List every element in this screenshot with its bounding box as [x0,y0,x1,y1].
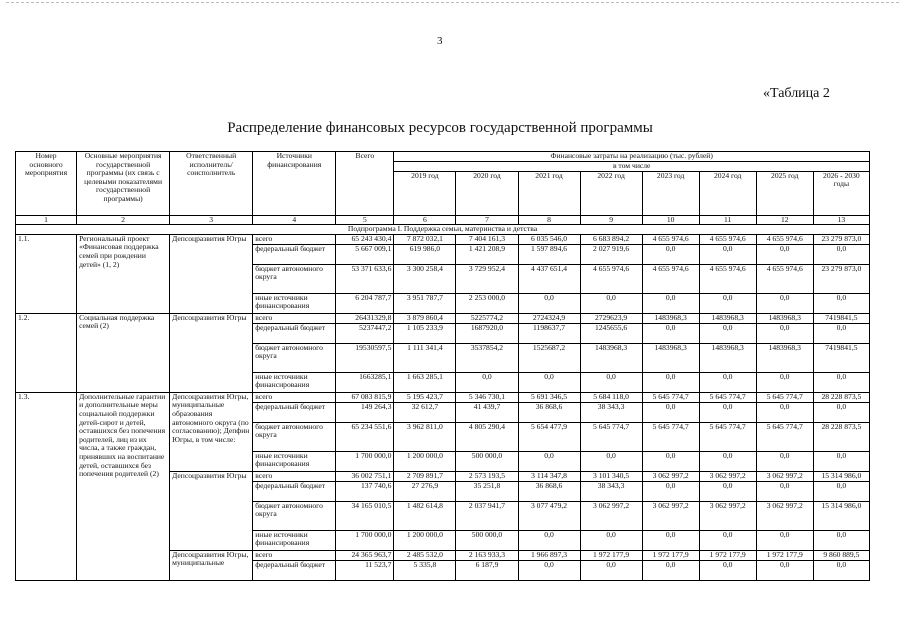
value-cell: 24 365 963,7 [336,550,394,560]
source-label: всего [253,392,336,402]
header-activities: Основные мероприятия государственной программы (их связь с целевыми показателями государственной программы) [77,152,170,216]
table-label: «Таблица 2 [763,86,830,101]
value-cell: 5 645 774,7 [642,422,699,451]
header-year: 2019 год [394,171,456,215]
activity-name: Региональный проект «Финансовая поддержка семей при рождении детей» (1, 2) [77,234,170,313]
value-cell: 4 655 974,6 [580,264,642,293]
activity-name: Дополнительные гарантии и дополнительные меры социальной поддержки детей-сирот и детей, оставшихся без попечения родителей, лиц из их числа, а также граждан, принявших на воспитание детей, оставшихся без попечения родителей (2) [77,392,170,580]
source-label: иные источники финансирования [253,293,336,313]
value-cell: 0,0 [642,560,699,580]
value-cell: 28 228 873,5 [813,422,869,451]
column-number: 6 [394,215,456,225]
header-year: 2024 год [699,171,756,215]
value-cell: 2 485 532,0 [394,550,456,560]
value-cell: 3 962 811,0 [394,422,456,451]
value-cell: 0,0 [813,402,869,422]
column-number: 1 [16,215,77,225]
value-cell: 2 573 193,5 [456,471,518,481]
value-cell: 0,0 [642,293,699,313]
value-cell: 67 083 815,9 [336,392,394,402]
column-number: 12 [756,215,813,225]
value-cell: 23 279 873,0 [813,234,869,244]
value-cell: 0,0 [756,560,813,580]
column-number: 2 [77,215,170,225]
value-cell: 5 645 774,7 [699,422,756,451]
activity-group [16,392,870,580]
column-number: 8 [518,215,580,225]
value-cell: 35 251,8 [456,481,518,501]
header-year: 2021 год [518,171,580,215]
value-cell: 1 966 897,3 [518,550,580,560]
value-cell: 0,0 [642,451,699,471]
header-year: 2023 год [642,171,699,215]
value-cell: 6 204 787,7 [336,293,394,313]
value-cell: 28 228 873,5 [813,392,869,402]
value-cell: 23 279 873,0 [813,264,869,293]
value-cell: 27 276,9 [394,481,456,501]
value-cell: 3 077 479,2 [518,501,580,530]
source-label: бюджет автономного округа [253,264,336,293]
value-cell: 5 645 774,7 [580,422,642,451]
value-cell: 65 243 430,4 [336,234,394,244]
value-cell: 5 346 730,1 [456,392,518,402]
value-cell: 0,0 [699,244,756,264]
value-cell: 500 000,0 [456,451,518,471]
value-cell: 3 114 347,8 [518,471,580,481]
value-cell: 0,0 [642,372,699,392]
value-cell: 3 062 997,2 [642,501,699,530]
value-cell: 0,0 [518,451,580,471]
value-cell: 1 700 000,0 [336,530,394,550]
value-cell: 1 105 233,9 [394,323,456,343]
value-cell: 15 314 986,0 [813,471,869,481]
header-year: 2020 год [456,171,518,215]
source-label: федеральный бюджет [253,560,336,580]
value-cell: 3 729 952,4 [456,264,518,293]
value-cell: 2 709 891,7 [394,471,456,481]
value-cell: 0,0 [756,372,813,392]
value-cell: 0,0 [642,481,699,501]
value-cell: 0,0 [813,244,869,264]
value-cell: 3 101 340,5 [580,471,642,481]
value-cell: 41 439,7 [456,402,518,422]
value-cell: 3 062 997,2 [642,471,699,481]
header-sources: Источники финансирования [253,152,336,216]
value-cell: 0,0 [518,530,580,550]
value-cell: 0,0 [756,451,813,471]
value-cell: 1 111 341,4 [394,343,456,372]
value-cell: 0,0 [699,481,756,501]
value-cell: 3 062 997,2 [699,471,756,481]
value-cell: 38 343,3 [580,481,642,501]
value-cell: 0,0 [813,372,869,392]
value-cell: 0,0 [642,323,699,343]
value-cell: 0,0 [699,451,756,471]
value-cell: 7419841,5 [813,343,869,372]
activity-number: 1.1. [16,234,77,313]
value-cell: 1 972 177,9 [699,550,756,560]
activity-name: Социальная поддержка семей (2) [77,313,170,392]
value-cell: 1 200 000,0 [394,530,456,550]
value-cell: 11 523,7 [336,560,394,580]
value-cell: 0,0 [518,560,580,580]
executor: Депсоцразвития Югры [170,313,253,392]
value-cell: 0,0 [580,560,642,580]
value-cell: 4 655 974,6 [756,264,813,293]
value-cell: 2724324,9 [518,313,580,323]
value-cell: 6 187,9 [456,560,518,580]
value-cell: 5 645 774,7 [756,422,813,451]
header-year: 2025 год [756,171,813,215]
value-cell: 0,0 [756,530,813,550]
header-year: 2022 год [580,171,642,215]
source-label: всего [253,234,336,244]
value-cell: 619 986,0 [394,244,456,264]
value-cell: 5 645 774,7 [642,392,699,402]
value-cell: 5 691 346,5 [518,392,580,402]
value-cell: 4 655 974,6 [699,264,756,293]
column-number: 5 [336,215,394,225]
value-cell: 32 612,7 [394,402,456,422]
value-cell: 0,0 [813,451,869,471]
executor: Депсоцразвития Югры [170,471,253,550]
activity-number: 1.3. [16,392,77,580]
value-cell: 3 062 997,2 [699,501,756,530]
value-cell: 4 655 974,6 [756,234,813,244]
value-cell: 4 655 974,6 [699,234,756,244]
value-cell: 5 645 774,7 [756,392,813,402]
value-cell: 1 482 614,8 [394,501,456,530]
source-label: всего [253,313,336,323]
column-number: 10 [642,215,699,225]
page-title: Распределение финансовых ресурсов государственной программы [227,120,653,136]
source-label: федеральный бюджет [253,402,336,422]
executor: Депсоцразвития Югры, муниципальные [170,550,253,580]
value-cell: 0,0 [756,293,813,313]
value-cell: 0,0 [756,244,813,264]
value-cell: 2729623,9 [580,313,642,323]
value-cell: 0,0 [580,451,642,471]
value-cell: 1483968,3 [642,343,699,372]
source-label: федеральный бюджет [253,323,336,343]
source-label: бюджет автономного округа [253,422,336,451]
value-cell: 1663285,1 [336,372,394,392]
value-cell: 19530597,5 [336,343,394,372]
value-cell: 1 200 000,0 [394,451,456,471]
value-cell: 0,0 [813,481,869,501]
value-cell: 36 002 751,1 [336,471,394,481]
value-cell: 1 972 177,9 [756,550,813,560]
value-cell: 2 027 919,6 [580,244,642,264]
source-label: иные источники финансирования [253,451,336,471]
value-cell: 34 165 010,5 [336,501,394,530]
value-cell: 1198637,7 [518,323,580,343]
source-label: всего [253,471,336,481]
value-cell: 2 037 941,7 [456,501,518,530]
header-financial-costs: Финансовые затраты на реализацию (тыс. рублей) [394,152,870,162]
value-cell: 3 062 997,2 [580,501,642,530]
value-cell: 4 437 651,4 [518,264,580,293]
value-cell: 9 860 889,5 [813,550,869,560]
header-total: Всего [336,152,394,216]
value-cell: 3 062 997,2 [756,471,813,481]
value-cell: 2 163 933,3 [456,550,518,560]
column-number: 11 [699,215,756,225]
value-cell: 1483968,3 [756,313,813,323]
value-cell: 2 253 000,0 [456,293,518,313]
value-cell: 0,0 [699,293,756,313]
value-cell: 6 035 546,0 [518,234,580,244]
value-cell: 0,0 [580,372,642,392]
value-cell: 15 314 986,0 [813,501,869,530]
value-cell: 65 234 551,6 [336,422,394,451]
source-label: федеральный бюджет [253,244,336,264]
value-cell: 1483968,3 [580,343,642,372]
value-cell: 0,0 [580,530,642,550]
value-cell: 7 404 161,3 [456,234,518,244]
value-cell: 0,0 [756,402,813,422]
value-cell: 5 335,8 [394,560,456,580]
source-label: бюджет автономного округа [253,343,336,372]
source-label: федеральный бюджет [253,481,336,501]
value-cell: 5 645 774,7 [699,392,756,402]
value-cell: 1525687,2 [518,343,580,372]
activity-group [16,234,870,313]
value-cell: 0,0 [813,323,869,343]
value-cell: 0,0 [756,481,813,501]
value-cell: 3 879 860,4 [394,313,456,323]
value-cell: 0,0 [699,530,756,550]
source-label: иные источники финансирования [253,530,336,550]
value-cell: 0,0 [456,372,518,392]
executor: Депсоцразвития Югры, муниципальные образования автономного округа (по согласованию); Депфин Югры, в том числе: [170,392,253,471]
source-label: иные источники финансирования [253,372,336,392]
value-cell: 137 740,6 [336,481,394,501]
value-cell: 6 683 894,2 [580,234,642,244]
value-cell: 36 868,6 [518,402,580,422]
header-year: 2026 - 2030 годы [813,171,869,215]
value-cell: 38 343,3 [580,402,642,422]
source-label: всего [253,550,336,560]
value-cell: 3537854,2 [456,343,518,372]
value-cell: 500 000,0 [456,530,518,550]
value-cell: 4 655 974,6 [642,234,699,244]
value-cell: 0,0 [580,293,642,313]
value-cell: 1 972 177,9 [580,550,642,560]
value-cell: 1483968,3 [699,313,756,323]
value-cell: 1 700 000,0 [336,451,394,471]
value-cell: 1245655,6 [580,323,642,343]
source-label: бюджет автономного округа [253,501,336,530]
value-cell: 0,0 [813,530,869,550]
column-number: 7 [456,215,518,225]
value-cell: 0,0 [642,530,699,550]
value-cell: 5 667 009,1 [336,244,394,264]
value-cell: 0,0 [813,560,869,580]
activity-number: 1.2. [16,313,77,392]
value-cell: 0,0 [518,372,580,392]
value-cell: 7419841,5 [813,313,869,323]
column-number: 9 [580,215,642,225]
value-cell: 3 062 997,2 [756,501,813,530]
value-cell: 0,0 [756,323,813,343]
activity-group [16,313,870,392]
value-cell: 4 805 290,4 [456,422,518,451]
header-number: Номер основного мероприятия [16,152,77,216]
value-cell: 5225774,2 [456,313,518,323]
executor: Депсоцразвития Югры [170,234,253,313]
value-cell: 5 654 477,9 [518,422,580,451]
value-cell: 7 872 032,1 [394,234,456,244]
value-cell: 0,0 [813,293,869,313]
value-cell: 1 597 894,6 [518,244,580,264]
value-cell: 1483968,3 [699,343,756,372]
header-executor: Ответственный исполнитель/ соисполнитель [170,152,253,216]
value-cell: 1 972 177,9 [642,550,699,560]
finance-table [15,151,870,581]
value-cell: 0,0 [642,402,699,422]
value-cell: 1 421 208,9 [456,244,518,264]
value-cell: 0,0 [699,372,756,392]
column-number: 3 [170,215,253,225]
value-cell: 0,0 [699,323,756,343]
value-cell: 1687920,0 [456,323,518,343]
value-cell: 53 371 633,6 [336,264,394,293]
value-cell: 26431329,8 [336,313,394,323]
page-number: 3 [437,35,443,47]
value-cell: 0,0 [642,244,699,264]
value-cell: 3 300 258,4 [394,264,456,293]
value-cell: 36 868,6 [518,481,580,501]
value-cell: 149 264,3 [336,402,394,422]
value-cell: 4 655 974,6 [642,264,699,293]
column-number: 4 [253,215,336,225]
value-cell: 1483968,3 [756,343,813,372]
value-cell: 5 684 118,0 [580,392,642,402]
page-top-edge [6,2,899,3]
subprogram-title: Подпрограмма I. Поддержка семьи, материнства и детства [16,225,870,235]
value-cell: 5237447,2 [336,323,394,343]
header-including: в том числе [394,162,870,172]
value-cell: 0,0 [699,402,756,422]
value-cell: 1483968,3 [642,313,699,323]
value-cell: 0,0 [518,293,580,313]
value-cell: 3 951 787,7 [394,293,456,313]
value-cell: 0,0 [699,560,756,580]
value-cell: 1 663 285,1 [394,372,456,392]
value-cell: 5 195 423,7 [394,392,456,402]
column-number: 13 [813,215,869,225]
